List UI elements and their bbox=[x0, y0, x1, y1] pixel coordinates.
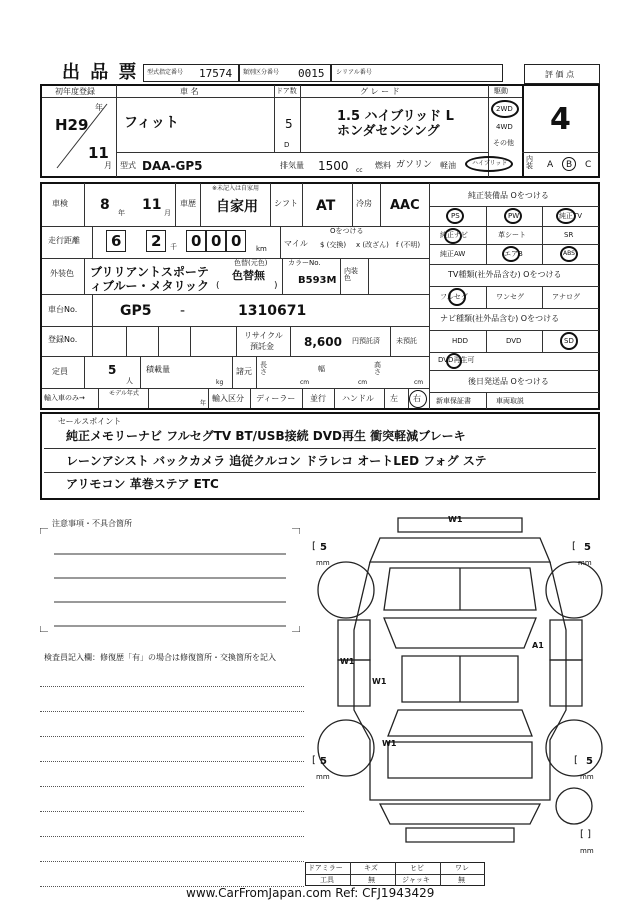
mile-label: マイル bbox=[284, 239, 308, 248]
drive-4wd: 4WD bbox=[496, 123, 513, 131]
vehicle-manual: 車両取説 bbox=[496, 397, 524, 405]
option-airbag: エアB bbox=[504, 250, 523, 258]
legend-jack-none: 無 bbox=[458, 876, 465, 884]
model-year-label: モデル年式 bbox=[109, 390, 139, 397]
model-label: 型式 bbox=[120, 161, 136, 170]
legend-door-mirror: ドアミラー bbox=[308, 864, 343, 872]
genuine-title: 純正装備品 Oをつける bbox=[468, 191, 549, 200]
shift-label: シフト bbox=[274, 199, 298, 208]
model-cert-number: 17574 bbox=[199, 67, 233, 80]
ext-color-label: 外装色 bbox=[50, 269, 74, 278]
mileage-digit: 6 bbox=[111, 232, 122, 250]
length-label: 長さ bbox=[260, 361, 267, 376]
tire-mm-rr: mm bbox=[580, 773, 594, 781]
damage-mark: W1 bbox=[340, 657, 355, 666]
class-box bbox=[239, 64, 331, 82]
tire-mm-fr: mm bbox=[578, 559, 592, 567]
history-note: ※未記入は自家用 bbox=[212, 185, 260, 192]
car-damage-diagram bbox=[310, 510, 610, 860]
color-no: B593M bbox=[298, 275, 337, 286]
tire-bracket-rr: [ bbox=[574, 755, 578, 766]
history-value: 自家用 bbox=[216, 199, 258, 215]
km-unit: km bbox=[256, 245, 267, 253]
odo-unknown: f (不明) bbox=[396, 241, 421, 249]
aftermarket-title: 後日発送品 Oをつける bbox=[468, 377, 549, 386]
odo-tampered: x (改ざん) bbox=[356, 241, 389, 249]
selling-points-label: セールスポイント bbox=[58, 417, 122, 426]
odo-note: Oをつける bbox=[330, 227, 364, 235]
interior-a: A bbox=[547, 160, 554, 170]
tire-bracket-spare: [ ] bbox=[580, 829, 591, 840]
caution-label: 注意事項・不具合箇所 bbox=[52, 519, 132, 528]
option-ps: PS bbox=[451, 212, 460, 220]
mileage-digit: 2 bbox=[151, 232, 162, 250]
fuel-hybrid: ハイブリッド bbox=[472, 160, 508, 167]
tv-oneseg: ワンセグ bbox=[496, 293, 524, 301]
door-suffix: D bbox=[284, 141, 290, 149]
reg-no-label: 登録No. bbox=[48, 335, 78, 344]
mileage-label: 走行距離 bbox=[48, 236, 80, 245]
interior-label: 内装 bbox=[526, 155, 533, 170]
tire-depth-rr: 5 bbox=[586, 756, 593, 767]
width-label: 幅 bbox=[318, 365, 325, 373]
odo-exchanged: $ (交換) bbox=[320, 241, 347, 249]
mileage-digit: 0 bbox=[191, 232, 202, 250]
tv-fullseg: フルセグ bbox=[440, 293, 468, 301]
tire-mm-fl: mm bbox=[316, 559, 330, 567]
shift-value: AT bbox=[316, 198, 336, 214]
tv-analog: アナログ bbox=[552, 293, 580, 301]
grade-label: グ レ ー ド bbox=[360, 87, 400, 96]
selling-points-line-1: 純正メモリーナビ フルセグTV BT/USB接続 DVD再生 衝突軽減ブレーキ bbox=[66, 429, 466, 443]
recycle-label-2: 預託金 bbox=[250, 342, 274, 351]
chassis-dash: - bbox=[180, 303, 186, 319]
chassis-number: 1310671 bbox=[238, 303, 307, 319]
load-kg: kg bbox=[216, 379, 224, 386]
mileage-digit: 0 bbox=[231, 232, 242, 250]
option-sr: SR bbox=[564, 231, 574, 239]
recycle-label-1: リサイクル bbox=[244, 331, 283, 340]
repaint-label: 色替(元色) bbox=[234, 259, 268, 267]
legend-tools: 工具 bbox=[320, 876, 334, 884]
form-title: 出 品 票 bbox=[62, 62, 139, 83]
drive-2wd: 2WD bbox=[496, 105, 513, 113]
thousand-unit: 千 bbox=[170, 243, 177, 251]
grade-line-1: 1.5 ハイブリッド L bbox=[337, 109, 454, 124]
tire-depth-fl: 5 bbox=[320, 542, 327, 553]
serial-label: シリアル番号 bbox=[336, 69, 372, 76]
legend-scratch: キズ bbox=[364, 864, 378, 872]
ext-color-line-2: ィブルー・メタリック bbox=[90, 279, 210, 293]
inspection-year: 8 bbox=[100, 197, 110, 213]
option-leather: 革シート bbox=[498, 231, 526, 239]
legend-dent: ワレ bbox=[455, 864, 469, 872]
model-cert-box bbox=[143, 64, 239, 82]
option-abs: ABS bbox=[563, 250, 575, 257]
fuel-gasoline: ガソリン bbox=[396, 160, 433, 170]
capacity-value: 5 bbox=[108, 363, 117, 377]
first-reg-label: 初年度登録 bbox=[55, 87, 95, 96]
serial-box bbox=[331, 64, 503, 82]
chassis-label: 車台No. bbox=[48, 305, 78, 314]
repaint-paren-open: ( bbox=[216, 281, 220, 291]
capacity-label: 定員 bbox=[52, 367, 68, 376]
month-unit: 月 bbox=[104, 161, 112, 170]
damage-mark: W1 bbox=[372, 677, 387, 686]
rating-value: 4 bbox=[550, 102, 571, 137]
selling-points-line-2: レーンアシスト バックカメラ 追従クルコン ドラレコ オートLED フォグ ステ bbox=[66, 454, 487, 468]
import-dealer: ディーラー bbox=[256, 394, 296, 403]
legend-tools-none: 無 bbox=[368, 876, 375, 884]
import-class-label: 輸入区分 bbox=[212, 394, 244, 403]
width-cm: cm bbox=[358, 379, 368, 386]
history-label: 車歴 bbox=[180, 199, 196, 208]
handle-label: ハンドル bbox=[342, 394, 374, 403]
import-label: 輸入車のみ→ bbox=[44, 394, 85, 402]
tire-depth-fr: 5 bbox=[584, 542, 591, 553]
chassis-prefix: GP5 bbox=[120, 303, 152, 319]
fuel-diesel: 軽油 bbox=[440, 161, 456, 170]
repaint-paren-close: ) bbox=[274, 281, 278, 291]
drive-label: 駆動 bbox=[494, 87, 508, 95]
load-label: 積載量 bbox=[146, 365, 170, 374]
interior-b: B bbox=[566, 160, 573, 170]
navi-title: ナビ種類(社外品含む) Oをつける bbox=[440, 314, 560, 323]
tv-title: TV種類(社外品含む) Oをつける bbox=[448, 270, 562, 279]
height-label: 高さ bbox=[374, 361, 381, 376]
displacement-value: 1500 bbox=[318, 159, 349, 173]
recycle-paid: 円預託済 bbox=[352, 337, 380, 345]
recycle-unpaid: 未預託 bbox=[396, 337, 417, 345]
displacement-label: 排気量 bbox=[280, 161, 304, 170]
grade-line-2: ホンダセンシング bbox=[337, 124, 440, 139]
inspection-label: 車検 bbox=[52, 199, 68, 208]
inspection-month: 11 bbox=[142, 197, 162, 213]
repaint-value: 色替無 bbox=[232, 269, 265, 282]
dvd-play: DVD再生可 bbox=[438, 356, 475, 364]
handle-left: 左 bbox=[390, 394, 398, 403]
recycle-amount: 8,600 bbox=[304, 335, 342, 349]
year-unit: 年 bbox=[95, 103, 103, 112]
legend-jack: ジャッキ bbox=[402, 876, 430, 884]
car-name: フィット bbox=[124, 115, 179, 131]
damage-mark: W1 bbox=[382, 739, 397, 748]
interior-c: C bbox=[585, 160, 592, 170]
warranty-book: 新車保証書 bbox=[436, 397, 471, 405]
mileage-digit: 0 bbox=[211, 232, 222, 250]
doors-label: ドア数 bbox=[276, 87, 297, 95]
capacity-unit: 人 bbox=[126, 377, 133, 385]
rating-label-box bbox=[524, 64, 600, 84]
import-year-unit: 年 bbox=[200, 400, 207, 407]
class-number: 0015 bbox=[298, 67, 325, 80]
inspection-year-unit: 年 bbox=[118, 209, 125, 217]
tire-bracket-rl: [ bbox=[312, 755, 316, 766]
legend-crack: ヒビ bbox=[410, 864, 424, 872]
ac-label: 冷房 bbox=[356, 199, 372, 208]
height-cm: cm bbox=[414, 379, 424, 386]
ext-color-line-1: ブリリアントスポーテ bbox=[90, 265, 209, 279]
navi-hdd: HDD bbox=[452, 337, 469, 345]
fuel-label: 燃料 bbox=[375, 161, 391, 170]
first-reg-month: 11 bbox=[88, 144, 109, 162]
option-pw: PW bbox=[508, 212, 520, 220]
option-navi: 純正ナビ bbox=[440, 231, 468, 239]
drive-other: その他 bbox=[493, 139, 514, 147]
doors-value: 5 bbox=[285, 117, 293, 131]
rating-label: 評 価 点 bbox=[545, 70, 575, 79]
inspection-month-unit: 月 bbox=[164, 209, 171, 217]
ac-value: AAC bbox=[390, 198, 420, 213]
tire-mm-spare: mm bbox=[580, 847, 594, 855]
inspector-label: 検査員記入欄：修復歴「有」の場合は修復箇所・交換箇所を記入 bbox=[44, 653, 276, 662]
navi-dvd: DVD bbox=[506, 337, 522, 345]
selling-points-line-3: アリモコン 革巻ステア ETC bbox=[66, 477, 219, 491]
car-name-label: 車 名 bbox=[180, 87, 199, 96]
tire-bracket-fl: [ bbox=[312, 541, 316, 552]
model-code: DAA-GP5 bbox=[142, 159, 203, 173]
import-parallel: 並行 bbox=[310, 394, 326, 403]
first-reg-year: H29 bbox=[55, 116, 89, 134]
handle-right: 右 bbox=[413, 394, 421, 403]
damage-mark: W1 bbox=[448, 515, 463, 524]
model-cert-label: 型式指定番号 bbox=[147, 69, 184, 76]
watermark-text: www.CarFromJapan.com Ref: CFJ1943429 bbox=[186, 886, 435, 900]
int-color-label: 内装色 bbox=[344, 267, 358, 282]
tire-depth-rl: 5 bbox=[320, 756, 327, 767]
navi-sd: SD bbox=[564, 337, 574, 345]
tire-bracket-fr: [ bbox=[572, 541, 576, 552]
class-label: 類別区分番号 bbox=[243, 69, 280, 76]
option-aw: 純正AW bbox=[440, 250, 466, 258]
option-genuine-tv: 純正TV bbox=[559, 212, 583, 220]
length-cm: cm bbox=[300, 379, 310, 386]
color-no-label: カラーNo. bbox=[288, 259, 321, 267]
dims-label: 諸元 bbox=[236, 367, 252, 376]
caution-area bbox=[40, 528, 300, 632]
cc-unit: cc bbox=[356, 167, 363, 174]
damage-mark: A1 bbox=[532, 641, 544, 650]
tire-mm-rl: mm bbox=[316, 773, 330, 781]
